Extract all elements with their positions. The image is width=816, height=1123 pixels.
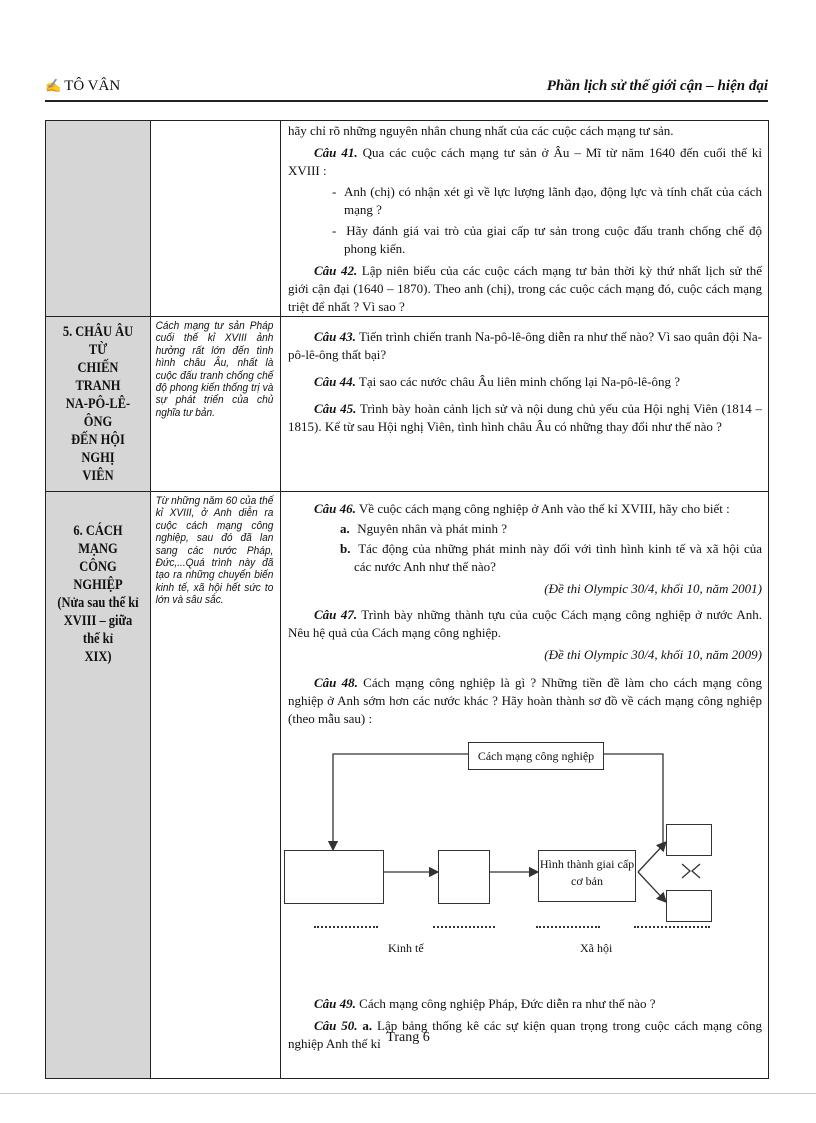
diagram-box-empty: [666, 824, 712, 856]
question-41: Câu 41. Qua các cuộc cách mạng tư sản ở Âu – Mĩ từ năm 1640 đến cuối thế kỉ XVIII :: [288, 145, 763, 178]
question-48: Câu 48. Cách mạng công nghiệp là gì ? Những tiền đề làm cho cách mạng công nghiệp ở Anh sớm hơn các nước khác ? Hãy hoàn thành sơ đồ về cách mạng công nghiệp (theo mẫu sau) :: [288, 675, 763, 726]
question-44: Câu 44. Tại sao các nước châu Âu liên minh chống lại Na-pô-lê-ông ?: [314, 374, 681, 389]
list-item: b. Tác động của những phát minh này đối với tình hình kinh tế và xã hội của các nước Anh như thế nào?: [340, 541, 762, 574]
topic-cell: [46, 317, 151, 492]
dotted-line: [433, 926, 495, 928]
header-divider: [45, 100, 768, 102]
diagram-box-empty: [666, 890, 712, 922]
section-title-5: 5. CHÂU ÂU TỪ CHIẾN TRANH NA-PÔ-LÊ-ÔNG ĐẾN HỘI NGHỊ VIÊN: [62, 324, 134, 484]
note-cell: [151, 121, 281, 317]
section-note: Cách mạng tư sản Pháp cuối thế kỉ XVIII ảnh hưởng rất lớn đến tình hình châu Âu, nhất là cuộc đấu tranh chống chế độ phong kiến thống trị và sự phát triển của chủ nghĩa tư bản.: [155, 320, 274, 419]
topic-cell: [46, 492, 151, 1079]
dotted-line: [314, 926, 378, 928]
source-citation: (Đề thi Olympic 30/4, khối 10, năm 2001): [544, 581, 762, 596]
list-item: - Anh (chị) có nhận xét gì về lực lượng lãnh đạo, động lực và tính chất của cách mạng ?: [332, 184, 762, 217]
header-author: [45, 78, 120, 95]
diagram-box-empty: [284, 850, 384, 904]
diagram-box-center: Hình thành giai cấp cơ bản: [538, 850, 636, 902]
page-number: Trang 6: [386, 1030, 430, 1045]
diagram-box-empty: [438, 850, 490, 904]
question-43: Câu 43. Tiến trình chiến tranh Na-pô-lê-ông diễn ra như thế nào? Vì sao quân đội Na-pô-lê-ông thất bại?: [288, 329, 763, 362]
table-row: [46, 121, 769, 317]
header-section-title: Phần lịch sử thế giới cận – hiện đại: [546, 78, 768, 94]
dotted-line: [634, 926, 710, 928]
page-header: [45, 72, 768, 102]
question-42: Câu 42. Lập niên biểu của các cuộc cách mạng tư bản thời kỳ thứ nhất lịch sử thế giới cận đại (1640 – 1870). Theo anh (chị), trong các cuộc cách mạng đó, cuộc cách mạng triệt để nhất ? Vì sao ?: [288, 263, 763, 314]
question-cell: [281, 492, 769, 1079]
list-item: a. Nguyên nhân và phát minh ?: [340, 521, 508, 536]
note-cell: [151, 317, 281, 492]
question-cell: [281, 317, 769, 492]
society-label: Xã hội: [580, 941, 613, 955]
list-item: - Hãy đánh giá vai trò của giai cấp tư sản trong cuộc đấu tranh chống chế độ phong kiến.: [332, 223, 762, 256]
section-note: Từ những năm 60 của thế kỉ XVIII, ở Anh diễn ra cuộc cách mạng công nghiệp, sau đó đã lan sang các nước Pháp, Đức,...Quá trình này đã tạo ra những chuyển biến kinh tế, xã hội hết sức to lớn và sâu sắc.: [155, 495, 274, 607]
section-title-6: 6. CÁCH MẠNG CÔNG NGHIỆP (Nửa sau thế kỉ XVIII – giữa thế kỉ XIX): [57, 523, 139, 665]
table-row: [46, 492, 769, 1079]
question-46: Câu 46. Về cuộc cách mạng công nghiệp ở Anh vào thế kỉ XVIII, hãy cho biết :: [314, 501, 730, 516]
diagram-box-top: Cách mạng công nghiệp: [468, 742, 604, 770]
industrial-revolution-diagram: [288, 734, 762, 992]
author-name: TÔ VÂN: [64, 78, 121, 94]
question-47: Câu 47. Trình bày những thành tựu của cuộc Cách mạng công nghiệp ở nước Anh. Nêu hệ quả của Cách mạng công nghiệp.: [288, 607, 763, 640]
pen-icon: ✍: [45, 78, 62, 93]
note-cell: [151, 492, 281, 1079]
content-table: [45, 120, 769, 1079]
source-citation: (Đề thi Olympic 30/4, khối 10, năm 2009): [544, 647, 762, 662]
question-cell: [281, 121, 769, 317]
table-row: [46, 317, 769, 492]
topic-cell: [46, 121, 151, 317]
economy-label: Kinh tế: [388, 941, 424, 955]
intro-text: hãy chỉ rõ những nguyên nhân chung nhất của các cuộc cách mạng tư sản.: [288, 123, 674, 138]
question-50: Câu 50. a. Lập bảng thống kê các sự kiện quan trọng trong cuộc cách mạng công nghiệp Anh thế kỉ: [288, 1018, 763, 1051]
dotted-line: [536, 926, 600, 928]
question-45: Câu 45. Trình bày hoàn cảnh lịch sử và nội dung chủ yếu của Hội nghị Viên (1814 – 1815). Kể từ sau Hội nghị Viên, tình hình châu Âu có những thay đổi như thế nào ?: [288, 401, 763, 434]
question-49: Câu 49. Cách mạng công nghiệp Pháp, Đức diễn ra như thế nào ?: [314, 996, 656, 1011]
footer-divider: [0, 1093, 816, 1094]
